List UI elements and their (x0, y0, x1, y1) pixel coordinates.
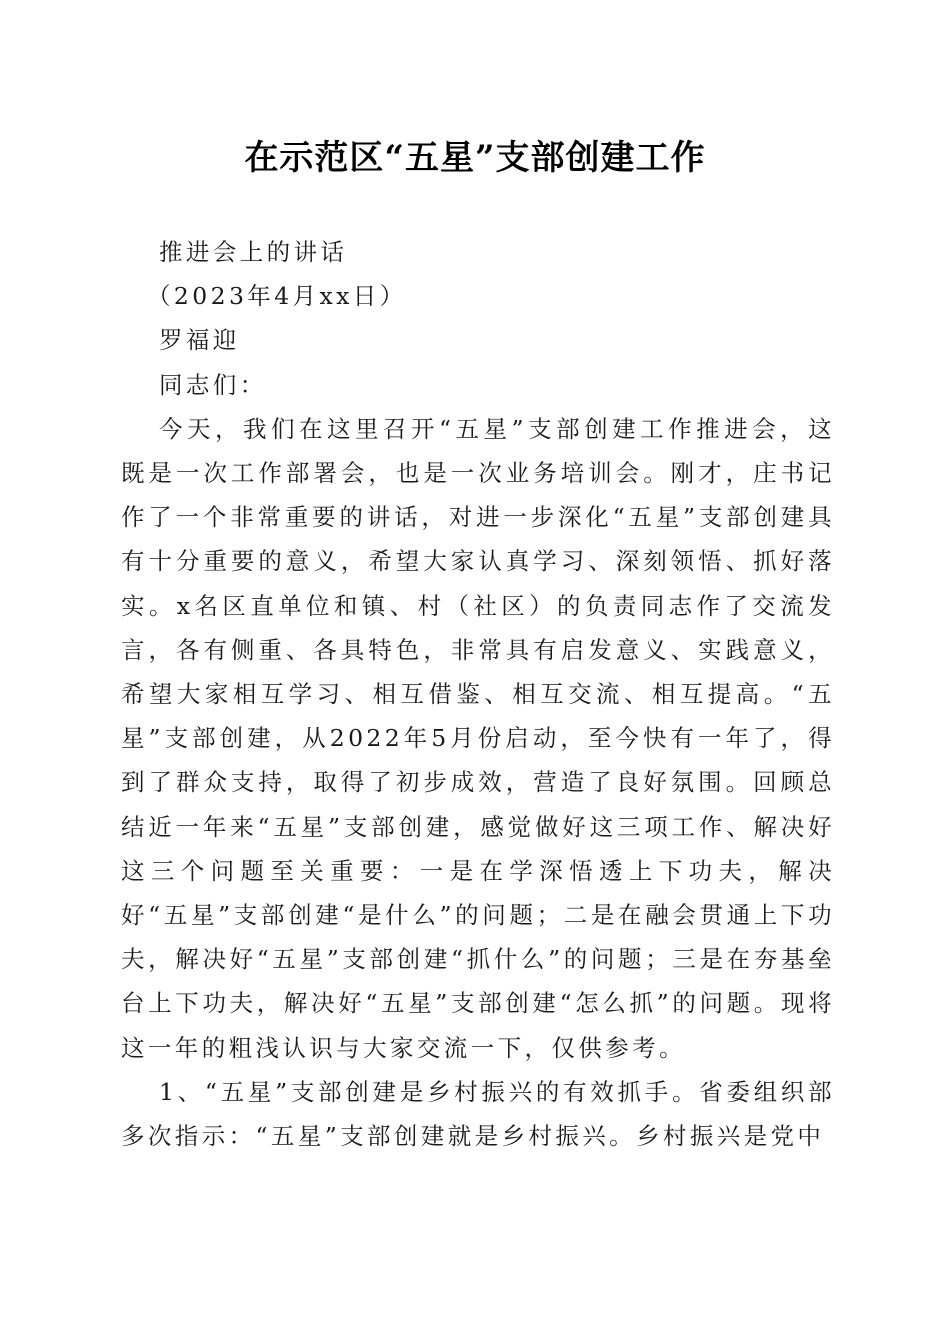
subtitle-line: 推进会上的讲话 (159, 238, 348, 266)
author-line: 罗福迎 (159, 326, 240, 355)
body-paragraph: 今天，我们在这里召开“五星”支部创建工作推进会，这既是一次工作部署会，也是一次业务培训会。刚才，庄书记作了一个非常重要的讲话，对进一步深化“五星”支部创建具有十分重要的意义，希望大家认真学习、深刻领悟、抓好落实。x名区直单位和镇、村（社区）的负责同志作了交流发言，各有侧重、各具特色，非常具有启发意义、实践意义，希望大家相互学习、相互借鉴、相互交流、相互提高。“五星”支部创建，从2022年5月份启动，至今快有一年了，得到了群众支持，取得了初步成效，营造了良好氛围。回顾总结近一年来“五星”支部创建，感觉做好这三项工作、解决好这三个问题至关重要：一是在学深悟透上下功夫，解决好“五星”支部创建“是什么”的问题；二是在融会贯通上下功夫，解决好“五星”支部创建“抓什么”的问题；三是在夯基垒台上下功夫，解决好“五星”支部创建“怎么抓”的问题。现将这一年的粗浅认识与大家交流一下，仅供参考。 (121, 414, 835, 1062)
salutation-line: 同志们： (159, 370, 267, 399)
date-line: （2023年4月xx日） (147, 282, 407, 311)
body-paragraph: 1、“五星”支部创建是乡村振兴的有效抓手。省委组织部多次指示：“五星”支部创建就是乡村振兴。乡村振兴是党中 (121, 1077, 835, 1151)
document-title: 在示范区“五星”支部创建工作 (244, 138, 706, 178)
document-body (121, 230, 835, 1158)
